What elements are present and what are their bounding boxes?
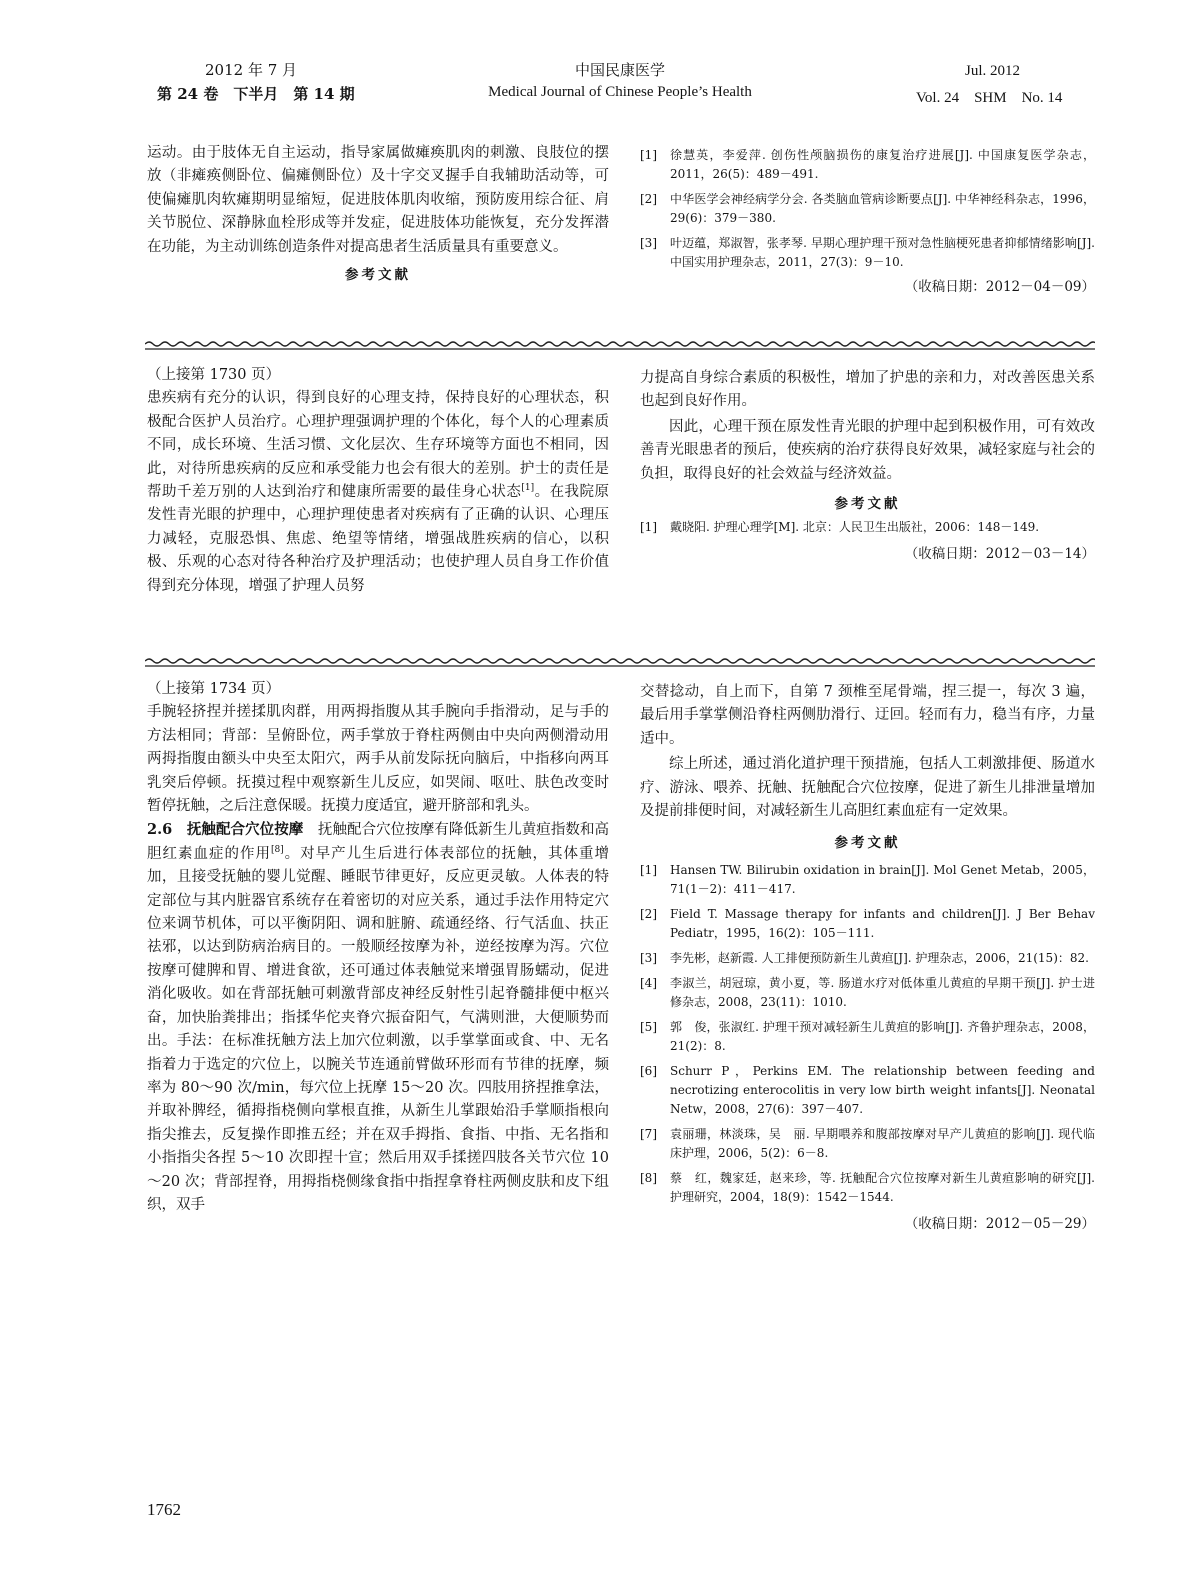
reference-number: [2]: [640, 192, 657, 206]
section1-left-column: [147, 142, 609, 289]
reference-text: 戴晓阳. 护理心理学[M]. 北京：人民卫生出版社，2006：148－149.: [670, 520, 1040, 535]
reference-text: Hansen TW. Bilirubin oxidation in brain[J]. Mol Genet Metab，2005，71(1－2)：411－417.: [670, 863, 1095, 897]
reference-number: [3]: [640, 236, 657, 250]
reference-item: [640, 1125, 1095, 1163]
continued-from-note: （上接第 1734 页）: [147, 681, 281, 697]
reference-text: Field T. Massage therapy for infants and children[J]. J Ber Behav Pediatr，1995，16(2)：105－111.: [670, 907, 1095, 941]
section2-references-title: 参考文献: [834, 496, 901, 513]
header-date-en: Jul. 2012: [965, 63, 1021, 79]
section2-left-text: 患疾病有充分的认识，得到良好的心理支持，保持良好的心理状态，积极配合医护人员治疗。心理护理强调护理的个体化，每个人的心理素质不同，成长环境、生活习惯、文化层次、生存环境等方面也不相同，因此，对待所患疾病的反应和承受能力也会有很大的差别。护士的责任是帮助千差万别的人达到治疗和健康所需要的最佳身心状态: [147, 390, 609, 501]
reference-number: [3]: [640, 951, 657, 966]
page-number: 1762: [147, 1500, 181, 1519]
reference-text: 徐慧英，李爱萍. 创伤性颅脑损伤的康复治疗进展[J]. 中国康复医学杂志，2011，26(5)：489－491.: [670, 148, 1095, 181]
section2-references: [640, 518, 1095, 565]
reference-item: [640, 1018, 1095, 1056]
section-divider-wave: [145, 657, 1095, 669]
reference-number: [4]: [640, 976, 657, 991]
section-divider-wave: [145, 340, 1095, 352]
reference-text: 李淑兰，胡冠琼，黄小夏，等. 肠道水疗对低体重儿黄疸的早期干预[J]. 护士进修杂志，2008，23(11)：1010.: [670, 976, 1095, 1010]
section3-references-title: 参考文献: [834, 835, 901, 852]
section3-left-text-cont: 。对早产儿生后进行体表部位的抚触，其体重增加，且接受抚触的婴儿觉醒、睡眠节律更好，反应更灵敏。人体表的特定部位与其内脏器官系统存在着密切的对应关系，通过手法作用特定穴位来调节机体，可以平衡阴阳、调和脏腑、疏通经络、行气活血、扶正祛邪，以达到防病治病目的。一般顺经按摩为补，逆经按摩为泻。穴位按摩可健脾和胃、增进食欲，还可通过体表触觉来增强胃肠蠕动，促进消化吸收。如在背部抚触可刺激背部皮神经反射性引起脊髓排便中枢兴奋，加快胎粪排出；指揉华佗夹脊穴振奋阳气，气满则泄，大便顺势而出。手法：在标准抚触方法上加穴位刺激，以手掌掌面或食、中、无名指着力于选定的穴位上，以腕关节连通前臂做环形而有节律的抚摩，频率为 80～90 次/min，每穴位上抚摩 15～20 次。四肢用挤捏推拿法，并取补脾经，循拇指桡侧向掌根直推，从新生儿掌跟始沿手掌顺指根向指尖推去，反复操作即推五经；并在双手拇指、食指、中指、无名指和小指指尖各捏 5～10 次即捏十宣；然后用双手揉搓四肢各关节穴位 10～20 次；背部捏脊，用拇指桡侧缘食指中指捏拿脊柱两侧皮肤和皮下组织，双手: [147, 845, 610, 1213]
section2-right-column: [640, 367, 1095, 565]
reference-text: 蔡 红，魏家廷，赵来珍，等. 抚触配合穴位按摩对新生儿黄疸影响的研究[J]. 护理研究，2004，18(9)：1542－1544.: [670, 1171, 1095, 1205]
journal-title-en: Medical Journal of Chinese People’s Health: [488, 84, 752, 100]
section2-left-text-cont: 。在我院原发性青光眼的护理中，心理护理使患者对疾病有了正确的认识、心理压力减轻，克服恐惧、焦虑、绝望等情绪，增强战胜疾病的信心，以积极、乐观的心态对待各种治疗及护理活动；也使护理人员自身工作价值得到充分体现，增强了护理人员努: [147, 484, 609, 594]
reference-number: [5]: [640, 1020, 657, 1035]
reference-text: Schurr P，Perkins EM. The relationship between feeding and necrotizing enterocolitis in very low birth weight infants[J]. Neonatal Netw，2008，27(6)：397－407.: [670, 1064, 1095, 1117]
reference-item: [640, 974, 1095, 1012]
section2-right-paragraph2: 因此，心理干预在原发性青光眼的护理中起到积极作用，可有效改善青光眼患者的预后，使疾病的治疗获得良好效果，减轻家庭与社会的负担，取得良好的社会效益与经济效益。: [640, 418, 1095, 482]
section2-left-paragraph: [147, 387, 609, 598]
reference-item: [640, 949, 1095, 968]
section3-left-paragraph1: 手腕轻挤捏并搓揉肌肉群，用两拇指腹从其手腕向手指滑动，足与手的方法相同；背部：呈俯卧位，两手掌放于脊柱两侧由中央向两侧滑动用两拇指腹由额头中央至太阳穴，两手从前发际抚向脑后，中指移向两耳乳突后停顿。抚摸过程中观察新生儿反应，如哭闹、呕吐、肤色改变时暂停抚触，之后注意保暖。抚摸力度适宜，避开脐部和乳头。: [147, 704, 609, 815]
received-date: （收稿日期：2012－04－09）: [904, 279, 1095, 295]
reference-number: [8]: [640, 1171, 657, 1186]
reference-text: 郭 俊，张淑红. 护理干预对减轻新生儿黄疸的影响[J]. 齐鲁护理杂志，2008，21(2)：8.: [670, 1020, 1095, 1054]
reference-item: [640, 1169, 1095, 1207]
header-date-cn: 2012 年 7 月: [205, 61, 298, 79]
reference-item: [640, 146, 1095, 184]
reference-item: [640, 190, 1095, 228]
continued-from-note: （上接第 1730 页）: [147, 367, 281, 383]
section3-right-paragraph2: 综上所述，通过消化道护理干预措施，包括人工刺激排便、肠道水疗、游泳、喂养、抚触、抚触配合穴位按摩，促进了新生儿排泄量增加及提前排便时间，对减轻新生儿高胆红素血症有一定效果。: [640, 756, 1095, 820]
section3-right-paragraph1: 交替捻动，自上而下，自第 7 颈椎至尾骨端，捏三提一，每次 3 遍，最后用手掌掌侧沿脊柱两侧肋滑行、迂回。轻而有力，稳当有序，力量适中。: [640, 684, 1095, 747]
reference-text: 李先彬，赵新霞. 人工排便预防新生儿黄疸[J]. 护理杂志，2006，21(15)：82.: [670, 951, 1089, 966]
citation-mark: [1]: [521, 483, 535, 494]
section1-references: [640, 146, 1095, 298]
journal-title-cn: 中国民康医学: [574, 61, 665, 79]
reference-text: 叶迈蕴，郑淑智，张孝琴. 早期心理护理干预对急性脑梗死患者抑郁情绪影响[J]. 中国实用护理杂志，2011，27(3)：9－10.: [670, 236, 1095, 269]
reference-text: 袁丽珊，林淡珠，吴 丽. 早期喂养和腹部按摩对早产儿黄疸的影响[J]. 现代临床护理，2006，5(2)：6－8.: [670, 1127, 1095, 1161]
received-date: （收稿日期：2012－03－14）: [904, 546, 1095, 563]
header-volume-en: Vol. 24 SHM No. 14: [916, 90, 1063, 106]
header-volume-cn: 第 24 卷 下半月 第 14 期: [157, 85, 355, 103]
reference-text: 中华医学会神经病学分会. 各类脑血管病诊断要点[J]. 中华神经科杂志，1996，29(6)：379－380.: [670, 192, 1095, 225]
section2-left-column: [147, 364, 609, 598]
received-date: （收稿日期：2012－05－29）: [904, 1216, 1095, 1233]
reference-number: [1]: [640, 148, 657, 162]
reference-item: [640, 905, 1095, 943]
section3-references: [640, 861, 1095, 1235]
section3-left-paragraph2: [147, 818, 609, 1217]
section3-left-text: 抚触配合穴位按摩有降低新生儿黄疸指数和高胆红素血症的作用: [147, 822, 610, 862]
section1-references-title: 参考文献: [345, 267, 411, 284]
section-heading: 2.6 抚触配合穴位按摩: [147, 821, 304, 839]
section1-left-paragraph: 运动。由于肢体无自主运动，指导家属做瘫痪肌肉的刺激、良肢位的摆放（非瘫痪侧卧位、偏瘫侧卧位）及十字交叉握手自我辅助活动等，可使偏瘫肌肉软瘫期明显缩短，促进肢体肌肉收缩，预防废用综合征、肩关节脱位、深静脉血栓形成等并发症，促进肢体功能恢复，充分发挥潜在功能，为主动训练创造条件对提高患者生活质量具有重要意义。: [147, 145, 609, 255]
reference-number: [1]: [640, 520, 657, 535]
section2-right-paragraph1: 力提高自身综合素质的积极性，增加了护患的亲和力，对改善医患关系也起到良好作用。: [640, 370, 1095, 410]
reference-number: [7]: [640, 1127, 657, 1142]
reference-item: [640, 861, 1095, 899]
reference-item: [640, 1062, 1095, 1119]
reference-number: [6]: [640, 1064, 657, 1079]
reference-number: [1]: [640, 863, 657, 878]
section3-left-column: [147, 678, 609, 1217]
section3-right-column: [640, 681, 1095, 1235]
reference-number: [2]: [640, 907, 657, 922]
reference-item: [640, 518, 1095, 537]
citation-mark: [8]: [270, 845, 284, 856]
reference-item: [640, 234, 1095, 272]
